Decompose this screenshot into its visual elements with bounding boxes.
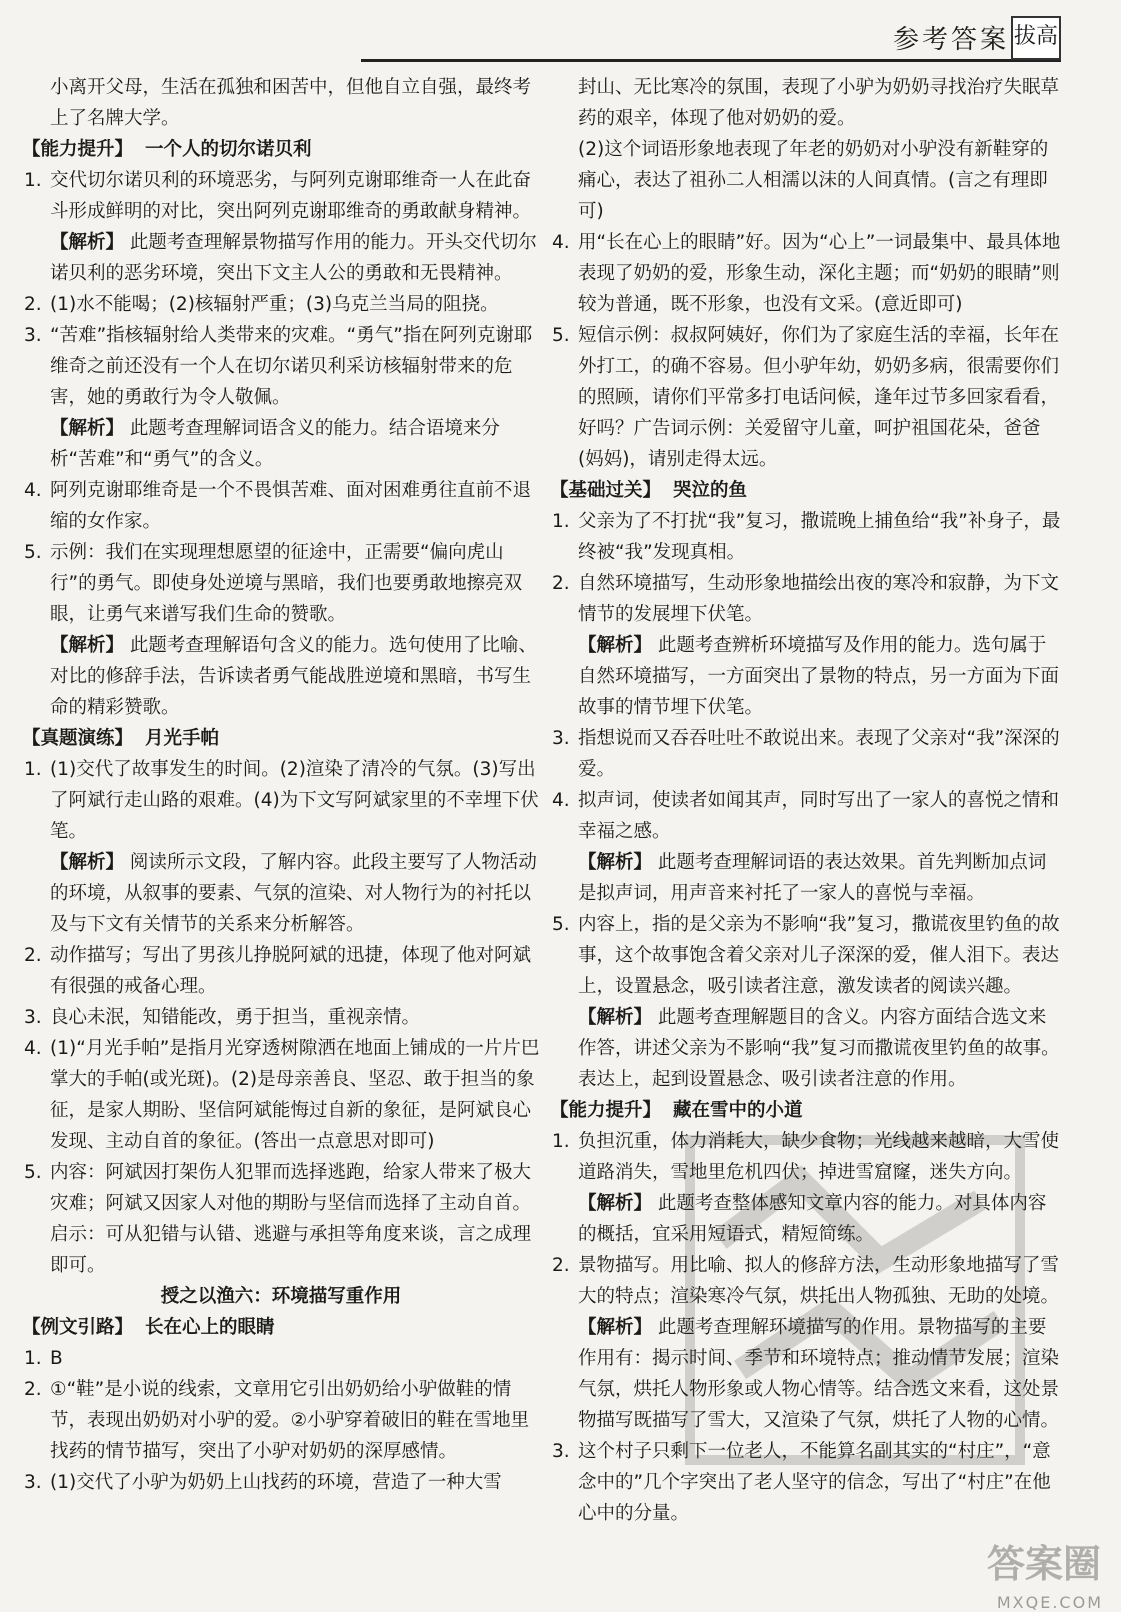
- answer-item: [22, 320, 540, 413]
- item-number: 3.: [552, 1441, 570, 1462]
- analysis-tag: 【解析】: [578, 1007, 653, 1028]
- item-number: 4.: [552, 790, 570, 811]
- watermark-url: MXQE.COM: [996, 1593, 1103, 1612]
- continued-text: 小离开父母，生活在孤独和困苦中，但他自立自强，最终考上了名牌大学。: [50, 77, 532, 129]
- continued-text: 封山、无比寒冷的氛围，表现了小驴为奶奶寻找治疗失眠草药的艰辛，体现了他对奶奶的爱。: [578, 77, 1060, 129]
- item-number: 3.: [24, 1007, 42, 1028]
- section-heading: [550, 475, 1062, 506]
- item-number: 1.: [24, 1348, 42, 1369]
- item-number: 4.: [24, 480, 42, 501]
- item-text: 交代切尔诺贝利的环境恶劣，与阿列克谢耶维奇一人在此奋斗形成鲜明的对比，突出阿列克谢耶维奇的勇敢献身精神。: [50, 170, 532, 222]
- analysis-tag: 【解析】: [50, 852, 125, 873]
- watermark-corner-logo: 答案圈: [986, 1542, 1101, 1586]
- answer-item: [22, 1374, 540, 1467]
- answer-item: [22, 1467, 540, 1498]
- left-column: [22, 72, 540, 1498]
- item-number: 5.: [552, 914, 570, 935]
- item-text: 拟声词，使读者如闻其声，同时写出了一家人的喜悦之情和幸福之感。: [578, 790, 1060, 842]
- section-tag: 【能力提升】: [550, 1100, 662, 1121]
- chapter-title: 授之以渔六：环境描写重作用: [160, 1286, 402, 1307]
- analysis-tag: 【解析】: [50, 418, 125, 439]
- analysis-paragraph: [22, 227, 540, 289]
- item-number: 5.: [552, 325, 570, 346]
- analysis-text: 阅读所示文段，了解内容。此段主要写了人物活动的环境，从叙事的要素、气氛的渲染、对人物行为的衬托以及与下文有关情节的关系来分析解答。: [50, 852, 537, 935]
- analysis-text: 此题考查理解词语的表达效果。首先判断加点词是拟声词，用声音来衬托了一家人的喜悦与幸福。: [578, 852, 1047, 904]
- section-heading: [22, 134, 540, 165]
- analysis-text: 此题考查整体感知文章内容的能力。对具体内容的概括，宜采用短语式，精短简练。: [578, 1193, 1047, 1245]
- item-text: 这个村子只剩下一位老人，不能算名副其实的“村庄”，“意念中的”几个字突出了老人坚守的信念，写出了“村庄”在他心中的分量。: [578, 1441, 1051, 1524]
- section-tag: 【能力提升】: [22, 139, 134, 160]
- item-text: 用“长在心上的眼睛”好。因为“心上”一词最集中、最具体地表现了奶奶的爱，形象生动，深化主题；而“奶奶的眼睛”则较为普通，既不形象，也没有文采。(意近即可): [578, 232, 1061, 315]
- item-text: 阿列克谢耶维奇是一个不畏惧苦难、面对困难勇往直前不退缩的女作家。: [50, 480, 532, 532]
- header-rule: [361, 59, 1061, 62]
- answer-item: [22, 289, 540, 320]
- item-text: 自然环境描写，生动形象地描绘出夜的寒冷和寂静，为下文情节的发展埋下伏笔。: [578, 573, 1060, 625]
- answer-item: [22, 1343, 540, 1374]
- answer-item: [550, 568, 1062, 630]
- answer-item: [550, 909, 1062, 1002]
- analysis-text: 此题考查理解词语含义的能力。结合语境来分析“苦难”和“勇气”的含义。: [50, 418, 500, 470]
- analysis-paragraph: [550, 630, 1062, 723]
- analysis-paragraph: [550, 1002, 1062, 1095]
- item-text: 负担沉重，体力消耗大，缺少食物；光线越来越暗，大雪使道路消失，雪地里危机四伏；掉进雪窟窿，迷失方向。: [578, 1131, 1060, 1183]
- answer-item: [550, 320, 1062, 475]
- item-number: 1.: [552, 1131, 570, 1152]
- item-text: 示例：我们在实现理想愿望的征途中，正需要“偏向虎山行”的勇气。即使身处逆境与黑暗，我们也要勇敢地擦亮双眼，让勇气来谱写我们生命的赞歌。: [50, 542, 523, 625]
- analysis-text: 此题考查理解环境描写的作用。景物描写的主要作用有：揭示时间、季节和环境特点；推动情节发展；渲染气氛，烘托人物形象或人物心情等。结合选文来看，这处景物描写既描写了雪大，又渲染了气氛，烘托了人物的心情。: [578, 1317, 1060, 1431]
- analysis-tag: 【解析】: [578, 1193, 653, 1214]
- item-number: 5.: [24, 542, 42, 563]
- answer-item: [550, 723, 1062, 785]
- item-text: (1)水不能喝；(2)核辐射严重；(3)乌克兰当局的阻挠。: [50, 294, 499, 315]
- answer-item: [22, 940, 540, 1002]
- item-text: 景物描写。用比喻、拟人的修辞方法，生动形象地描写了雪大的特点；渲染寒冷气氛，烘托出人物孤独、无助的处境。: [578, 1255, 1060, 1307]
- analysis-paragraph: [550, 1312, 1062, 1436]
- item-text: 内容上，指的是父亲为不影响“我”复习，撒谎夜里钓鱼的故事，这个故事饱含着父亲对儿子深深的爱，催人泪下。表达上，设置悬念，吸引读者注意，激发读者的阅读兴趣。: [578, 914, 1060, 997]
- item-number: 3.: [552, 728, 570, 749]
- section-heading: [550, 1095, 1062, 1126]
- section-heading: [22, 1312, 540, 1343]
- analysis-tag: 【解析】: [50, 232, 125, 253]
- analysis-text: 此题考查理解题目的含义。内容方面结合选文来作答，讲述父亲为不影响“我”复习而撒谎夜里钓鱼的故事。表达上，起到设置悬念、吸引读者注意的作用。: [578, 1007, 1060, 1090]
- item-text: 父亲为了不打扰“我”复习，撒谎晚上捕鱼给“我”补身子，最终被“我”发现真相。: [578, 511, 1061, 563]
- page-header: [361, 18, 1061, 64]
- section-title: 一个人的切尔诺贝利: [145, 139, 312, 160]
- item-text: “苦难”指核辐射给人类带来的灾难。“勇气”指在阿列克谢耶维奇之前还没有一个人在切尔诺贝利采访核辐射带来的危害，她的勇敢行为令人敬佩。: [50, 325, 533, 408]
- analysis-tag: 【解析】: [578, 852, 653, 873]
- header-logo: 拔高: [1011, 16, 1061, 60]
- item-text: ①“鞋”是小说的线索，文章用它引出奶奶给小驴做鞋的情节，表现出奶奶对小驴的爱。②小驴穿着破旧的鞋在雪地里找药的情节描写，突出了小驴对奶奶的深厚感情。: [50, 1379, 530, 1462]
- section-tag: 【基础过关】: [550, 480, 662, 501]
- item-number: 2.: [24, 945, 42, 966]
- answer-item: [22, 1157, 540, 1281]
- item-number: 1.: [24, 759, 42, 780]
- right-column: [550, 72, 1062, 1529]
- section-title: 藏在雪中的小道: [673, 1100, 803, 1121]
- answer-item: [550, 1250, 1062, 1312]
- item-text: 良心未泯，知错能改，勇于担当，重视亲情。: [50, 1007, 421, 1028]
- item-number: 3.: [24, 325, 42, 346]
- section-title: 哭泣的鱼: [673, 480, 748, 501]
- answer-item: [22, 475, 540, 537]
- section-title: 长在心上的眼睛: [145, 1317, 275, 1338]
- item-text: 动作描写；写出了男孩儿挣脱阿斌的迅捷，体现了他对阿斌有很强的戒备心理。: [50, 945, 532, 997]
- analysis-paragraph: [22, 413, 540, 475]
- item-text: 内容：阿斌因打架伤人犯罪而选择逃跑，给家人带来了极大灾难；阿斌又因家人对他的期盼与坚信而选择了主动自首。启示：可从犯错与认错、逃避与承担等角度来谈，言之成理即可。: [50, 1162, 532, 1276]
- item-text: (1)交代了小驴为奶奶上山找药的环境，营造了一种大雪: [50, 1472, 502, 1493]
- answer-item: [22, 537, 540, 630]
- analysis-paragraph: [22, 847, 540, 940]
- section-heading: [22, 723, 540, 754]
- analysis-tag: 【解析】: [578, 1317, 653, 1338]
- answer-item: [550, 785, 1062, 847]
- item-number: 1.: [24, 170, 42, 191]
- section-tag: 【真题演练】: [22, 728, 134, 749]
- item-text: 短信示例：叔叔阿姨好，你们为了家庭生活的幸福，长年在外打工，的确不容易。但小驴年幼，奶奶多病，很需要你们的照顾，请你们平常多打电话问候，逢年过节多回家看看，好吗？广告词示例：关爱留守儿童，呵护祖国花朵，爸爸(妈妈)，请别走得太远。: [578, 325, 1060, 470]
- item-number: 4.: [24, 1038, 42, 1059]
- analysis-paragraph: [550, 1188, 1062, 1250]
- section-tag: 【例文引路】: [22, 1317, 134, 1338]
- answer-item: [22, 1002, 540, 1033]
- analysis-text: 此题考查理解景物描写作用的能力。开头交代切尔诺贝利的恶劣环境，突出下文主人公的勇敢和无畏精神。: [50, 232, 537, 284]
- answer-item: [550, 1436, 1062, 1529]
- item-text: (1)交代了故事发生的时间。(2)渲染了清冷的气氛。(3)写出了阿斌行走山路的艰难。(4)为下文写阿斌家里的不幸埋下伏笔。: [50, 759, 539, 842]
- answer-item: [22, 754, 540, 847]
- answer-item: [22, 165, 540, 227]
- item-text: 指想说而又吞吞吐吐不敢说出来。表现了父亲对“我”深深的爱。: [578, 728, 1060, 780]
- analysis-tag: 【解析】: [50, 635, 125, 656]
- header-title: 参考答案: [892, 25, 1009, 55]
- analysis-paragraph: [22, 630, 540, 723]
- item-number: 5.: [24, 1162, 42, 1183]
- item-number: 2.: [24, 1379, 42, 1400]
- analysis-text: 此题考查理解语句含义的能力。选句使用了比喻、对比的修辞手法，告诉读者勇气能战胜逆境和黑暗，书写生命的精彩赞歌。: [50, 635, 537, 718]
- item-number: 4.: [552, 232, 570, 253]
- item-text: B: [50, 1348, 63, 1369]
- section-title: 月光手帕: [145, 728, 220, 749]
- item-number: 1.: [552, 511, 570, 532]
- analysis-tag: 【解析】: [578, 635, 653, 656]
- analysis-text: 此题考查辨析环境描写及作用的能力。选句属于自然环境描写，一方面突出了景物的特点，另一方面为下面故事的情节埋下伏笔。: [578, 635, 1060, 718]
- item-number: 2.: [552, 573, 570, 594]
- answer-item: [550, 506, 1062, 568]
- item-number: 2.: [552, 1255, 570, 1276]
- answer-item: [550, 1126, 1062, 1188]
- analysis-paragraph: [550, 847, 1062, 909]
- answer-item: [22, 1033, 540, 1157]
- continued-text: (2)这个词语形象地表现了年老的奶奶对小驴没有新鞋穿的痛心，表达了祖孙二人相濡以沫的人间真情。(言之有理即可): [578, 139, 1049, 222]
- item-text: (1)“月光手帕”是指月光穿透树隙洒在地面上铺成的一片片巴掌大的手帕(或光斑)。(2)是母亲善良、坚忍、敢于担当的象征，是家人期盼、坚信阿斌能悔过自新的象征，是阿斌良心发现、主动自首的象征。(答出一点意思对即可): [50, 1038, 540, 1152]
- answer-item: [550, 227, 1062, 320]
- item-number: 2.: [24, 294, 42, 315]
- item-number: 3.: [24, 1472, 42, 1493]
